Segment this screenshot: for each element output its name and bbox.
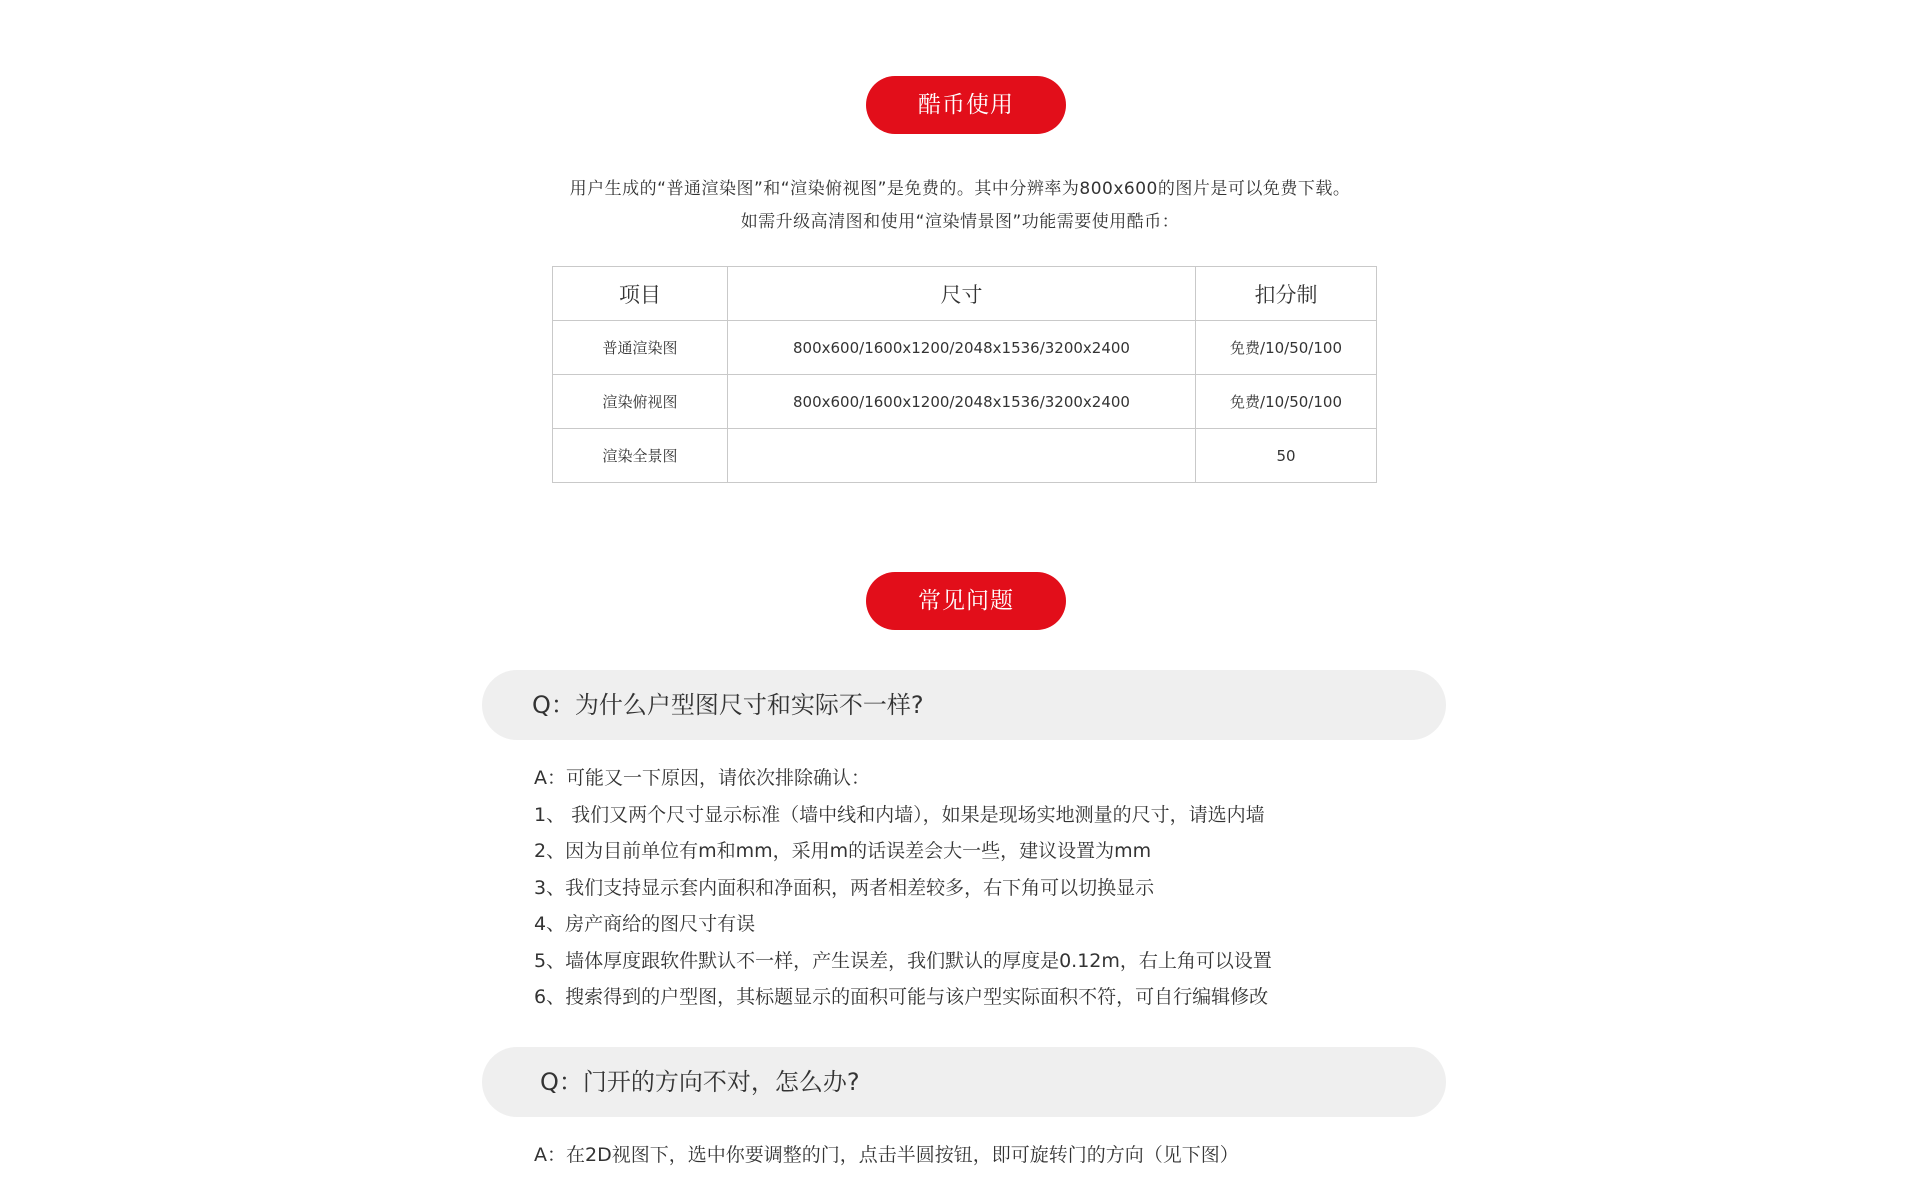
faq-question-2[interactable]: Q：门开的方向不对，怎么办?: [482, 1047, 1446, 1117]
faq-section-title: 常见问题: [866, 572, 1066, 630]
table-cell-size: [728, 429, 1196, 483]
table-row: [553, 375, 1377, 429]
faq-answer-2: [534, 1137, 1239, 1174]
faq-answer-line: 1、 我们又两个尺寸显示标准（墙中线和内墙），如果是现场实地测量的尺寸，请选内墙: [534, 803, 1265, 826]
table-cell-cost: 免费/10/50/100: [1196, 321, 1377, 375]
faq-answer-line: 3、我们支持显示套内面积和净面积，两者相差较多，右下角可以切换显示: [534, 876, 1155, 899]
table-cell-item: 渲染俯视图: [553, 375, 728, 429]
table-cell-cost: 免费/10/50/100: [1196, 375, 1377, 429]
table-header-size: 尺寸: [728, 267, 1196, 321]
faq-answer-line: A：在2D视图下，选中你要调整的门，点击半圆按钮，即可旋转门的方向（见下图）: [534, 1144, 1239, 1166]
table-cell-item: 普通渲染图: [553, 321, 728, 375]
coin-intro-line-1: 用户生成的“普通渲染图”和“渲染俯视图”是免费的。其中分辨率为800x600的图片是可以免费下载。: [569, 179, 1351, 199]
table-header-item: 项目: [553, 267, 728, 321]
coin-intro: [460, 173, 1460, 239]
table-cell-item: 渲染全景图: [553, 429, 728, 483]
table-cell-cost: 50: [1196, 429, 1377, 483]
faq-question-1[interactable]: Q：为什么户型图尺寸和实际不一样?: [482, 670, 1446, 740]
table-cell-size: 800x600/1600x1200/2048x1536/3200x2400: [728, 375, 1196, 429]
faq-answer-line: 5、墙体厚度跟软件默认不一样，产生误差，我们默认的厚度是0.12m，右上角可以设置: [534, 949, 1272, 972]
faq-answer-line: A：可能又一下原因，请依次排除确认：: [534, 767, 870, 789]
coin-intro-line-2: 如需升级高清图和使用“渲染情景图”功能需要使用酷币：: [740, 212, 1180, 232]
coin-pricing-table: [552, 266, 1377, 483]
table-cell-size: 800x600/1600x1200/2048x1536/3200x2400: [728, 321, 1196, 375]
table-header-cost: 扣分制: [1196, 267, 1377, 321]
table-row: [553, 429, 1377, 483]
faq-answer-line: 6、搜索得到的户型图，其标题显示的面积可能与该户型实际面积不符，可自行编辑修改: [534, 986, 1269, 1008]
faq-answer-line: 4、房产商给的图尺寸有误: [534, 913, 756, 935]
table-header-row: [553, 267, 1377, 321]
faq-answer-1: [534, 760, 1272, 1016]
coin-section-title: 酷币使用: [866, 76, 1066, 134]
faq-answer-line: 2、因为目前单位有m和mm，采用m的话误差会大一些，建议设置为mm: [534, 840, 1152, 862]
table-row: [553, 321, 1377, 375]
